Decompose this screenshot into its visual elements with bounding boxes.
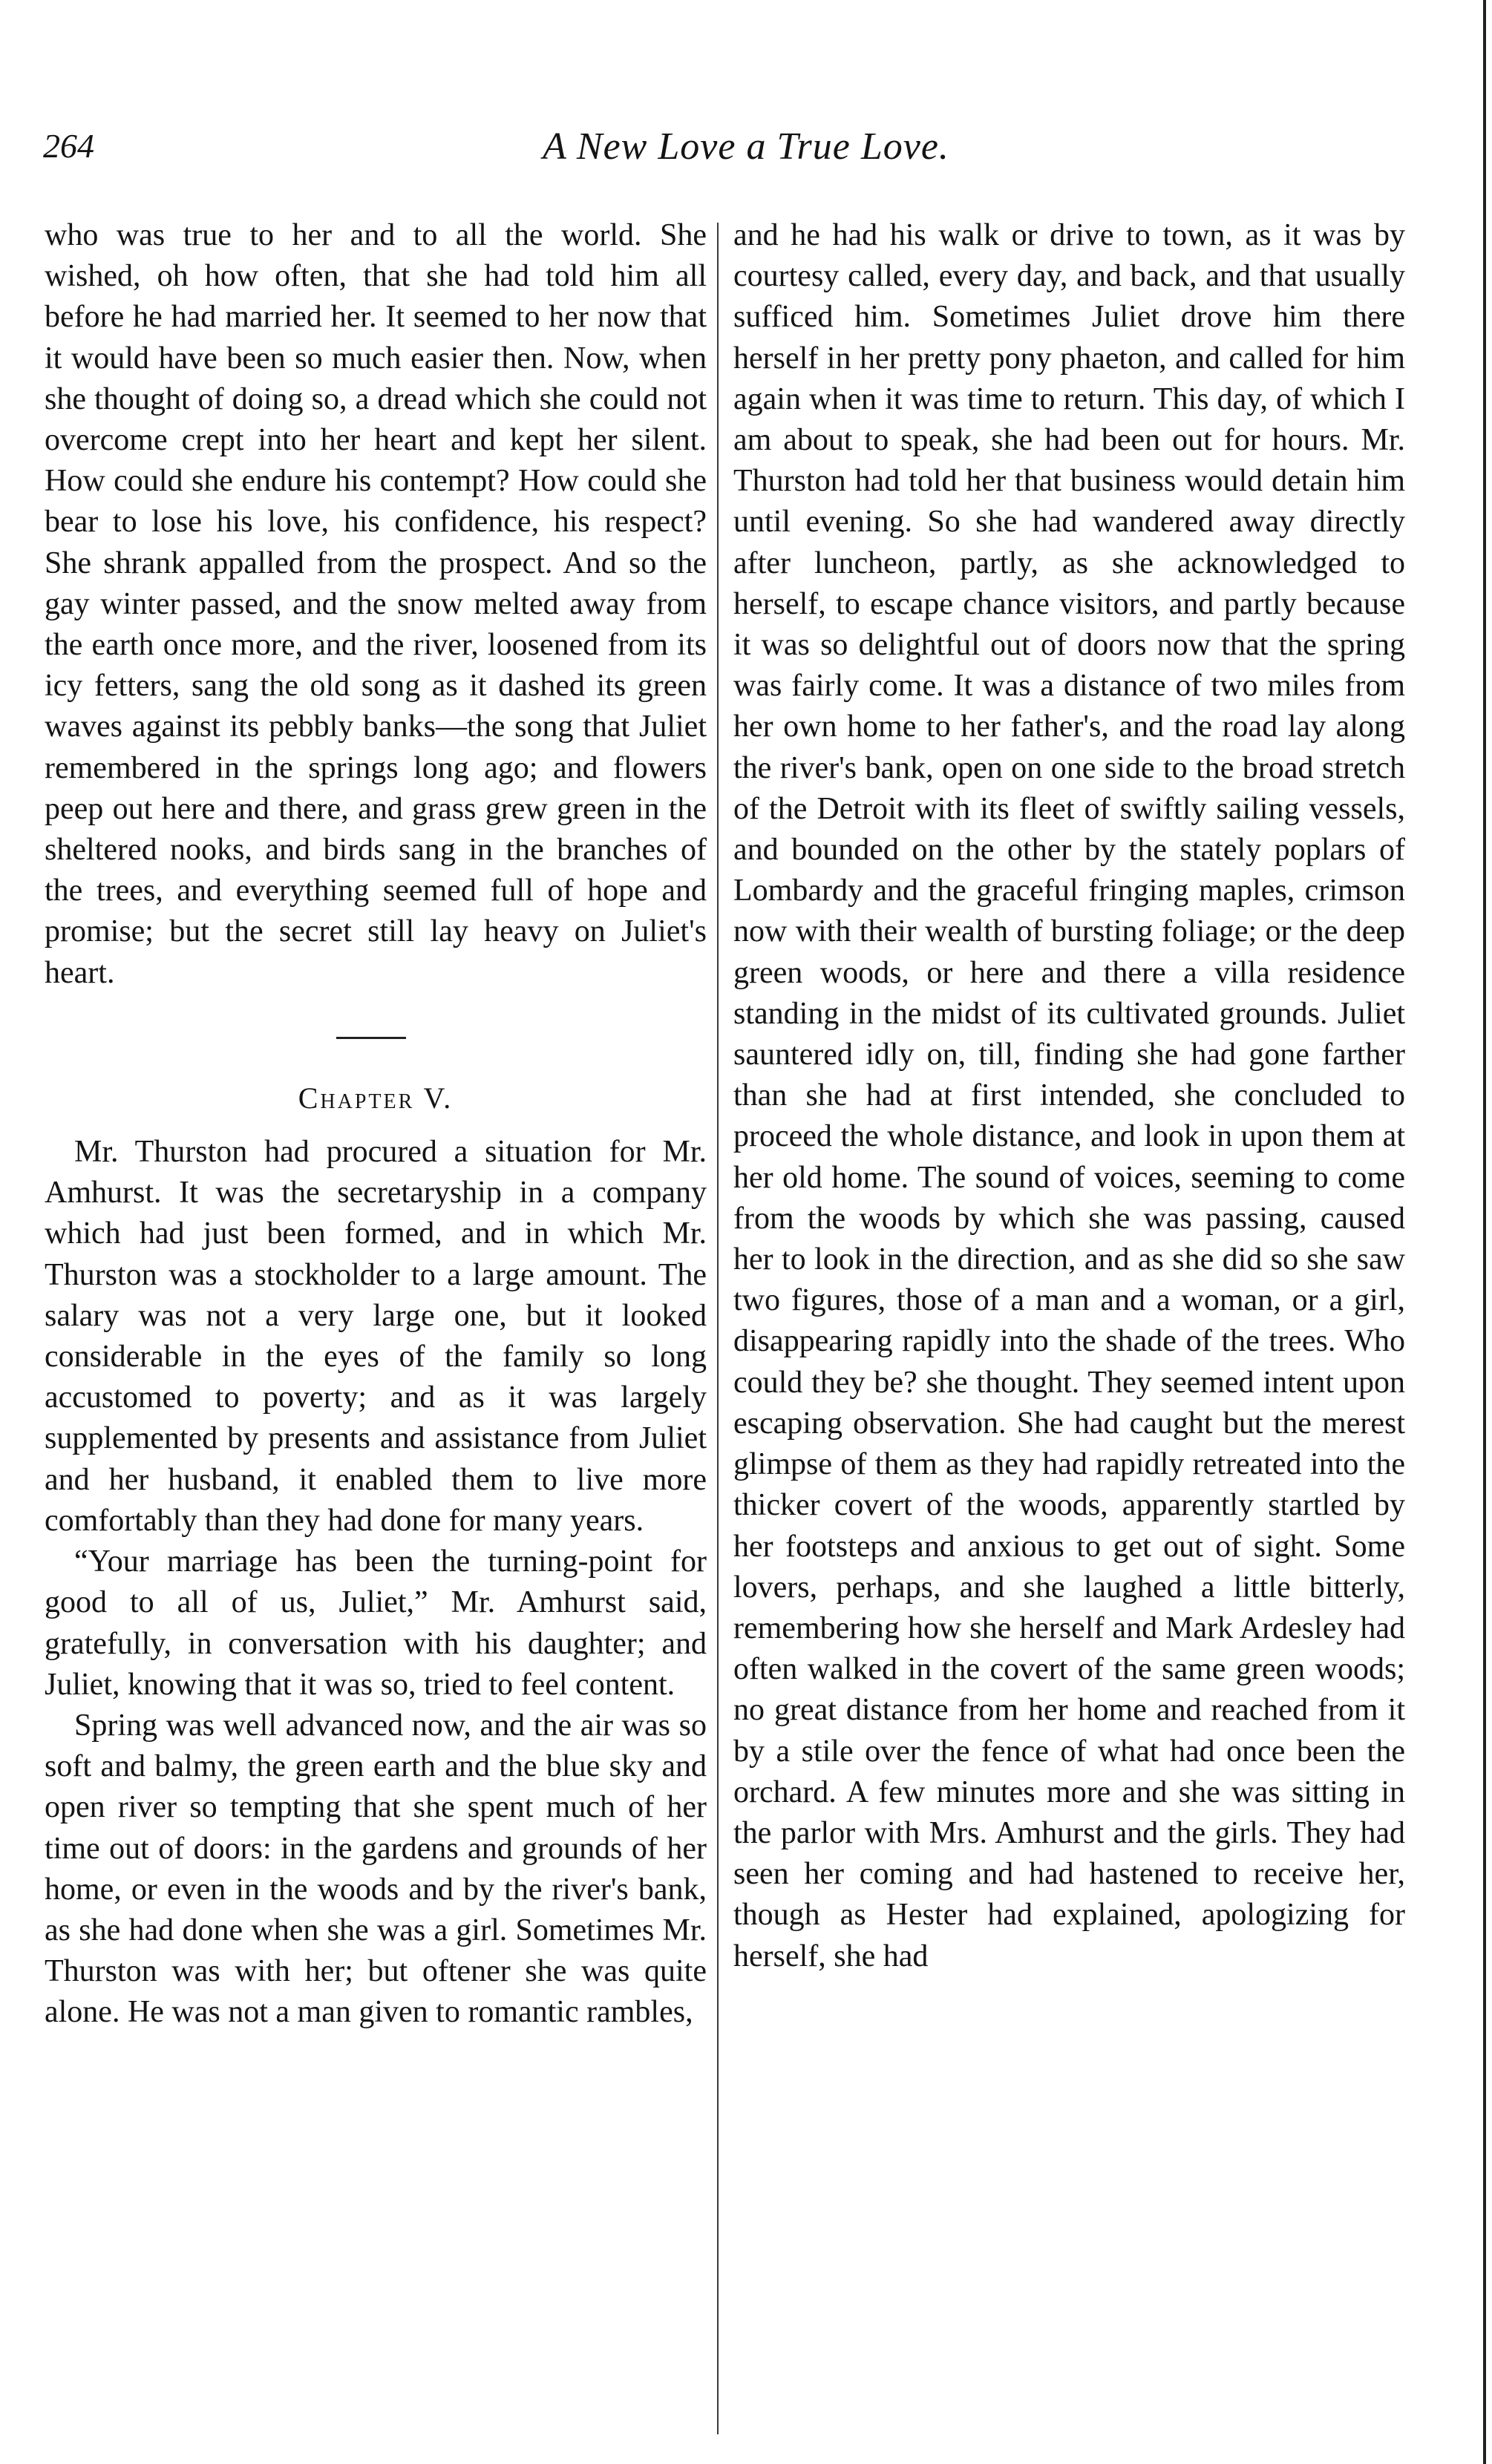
page-number: 264 xyxy=(43,127,94,165)
left-paragraph-2: Mr. Thurston had procured a situation for Mr. Amhurst. It was the secretaryship in a company which had just been formed, and in which Mr. Thurston was a stockholder to a large amount. The salary was not a very large one, but it looked considerable in the eyes of the family so long accustomed to poverty; and as it was largely supplemented by presents and assistance from Juliet and her husband, it enabled them to live more comfortably than they had done for many years. xyxy=(45,1135,707,1538)
left-paragraph-4: Spring was well advanced now, and the air was so soft and balmy, the green earth and the blue sky and open river so tempting that she spent much of her time out of doors: in the gardens and grounds of her home, or even in the woods and by the river's bank, as she had done when she was a girl. Sometimes Mr. Thurston was with her; but oftener she was quite alone. He was not a man given to romantic rambles, xyxy=(45,1708,707,2030)
section-divider-rule xyxy=(336,1037,406,1039)
left-column xyxy=(45,215,707,2034)
running-title: A New Love a True Love. xyxy=(543,125,949,168)
right-paragraph-1: and he had his walk or drive to town, as it was by courtesy called, every day, and back, and that usually sufficed him. Sometimes Juliet drove him there herself in her pretty pony phaeton, and called for him again when it was time to return. This day, of which I am about to speak, she had been out for hours. Mr. Thurston had told her that business would detain him until evening. So she had wandered away directly after luncheon, partly, as she acknowledged to herself, to escape chance visitors, and partly because it was so delightful out of doors now that the spring was fairly come. It was a distance of two miles from her own home to her father's, and the road lay along the river's bank, open on one side to the broad stretch of the Detroit with its fleet of swiftly sailing vessels, and bounded on the other by the stately poplars of Lombardy and the graceful fringing maples, crimson now with their wealth of bursting foliage; or the deep green woods, or here and there a villa residence standing in the midst of its cultivated grounds. Juliet sauntered idly on, till, finding she had gone farther than she had at first intended, she concluded to proceed the whole distance, and look in upon them at her old home. The sound of voices, seeming to come from the woods by which she was passing, caused her to look in the direction, and as she did so she saw two figures, those of a man and a woman, or a girl, disappearing rapidly into the shade of the trees. Who could they be? she thought. They seemed intent upon escaping observation. She had caught but the merest glimpse of them as they had rapidly retreated into the thicker covert of the woods, apparently startled by her footsteps and anxious to get out of sight. Some lovers, perhaps, and she laughed a little bitterly, remembering how she herself and Mark Ardesley had often walked in the covert of the same green woods; no great distance from her home and reached from it by a stile over the fence of what had once been the orchard. A few minutes more and she was sitting in the parlor with Mrs. Amhurst and the girls. They had seen her coming and had hastened to receive her, though as Hester had explained, apologizing for herself, she had xyxy=(733,218,1405,1973)
page-edge-line xyxy=(1483,0,1486,2464)
chapter-heading: Chapter V. xyxy=(298,1081,454,1115)
column-divider-line xyxy=(717,223,719,2434)
left-paragraph-3: “Your marriage has been the turning-point for good to all of us, Juliet,” Mr. Amhurst said, gratefully, in conversation with his daughter; and Juliet, knowing that it was so, tried to feel content. xyxy=(45,1544,707,1702)
right-column xyxy=(733,215,1405,1977)
left-paragraph-1: who was true to her and to all the world. She wished, oh how often, that she had told him all before he had married her. It seemed to her now that it would have been so much easier then. Now, when she thought of doing so, a dread which she could not overcome crept into her heart and kept her silent. How could she endure his contempt? How could she bear to lose his love, his confidence, his respect? She shrank appalled from the prospect. And so the gay winter passed, and the snow melted away from the earth once more, and the river, loosened from its icy fetters, sang the old song as it dashed its green waves against its pebbly banks—the song that Juliet remembered in the springs long ago; and flowers peep out here and there, and grass grew green in the sheltered nooks, and birds sang in the branches of the trees, and everything seemed full of hope and promise; but the secret still lay heavy on Juliet's heart. xyxy=(45,218,707,990)
